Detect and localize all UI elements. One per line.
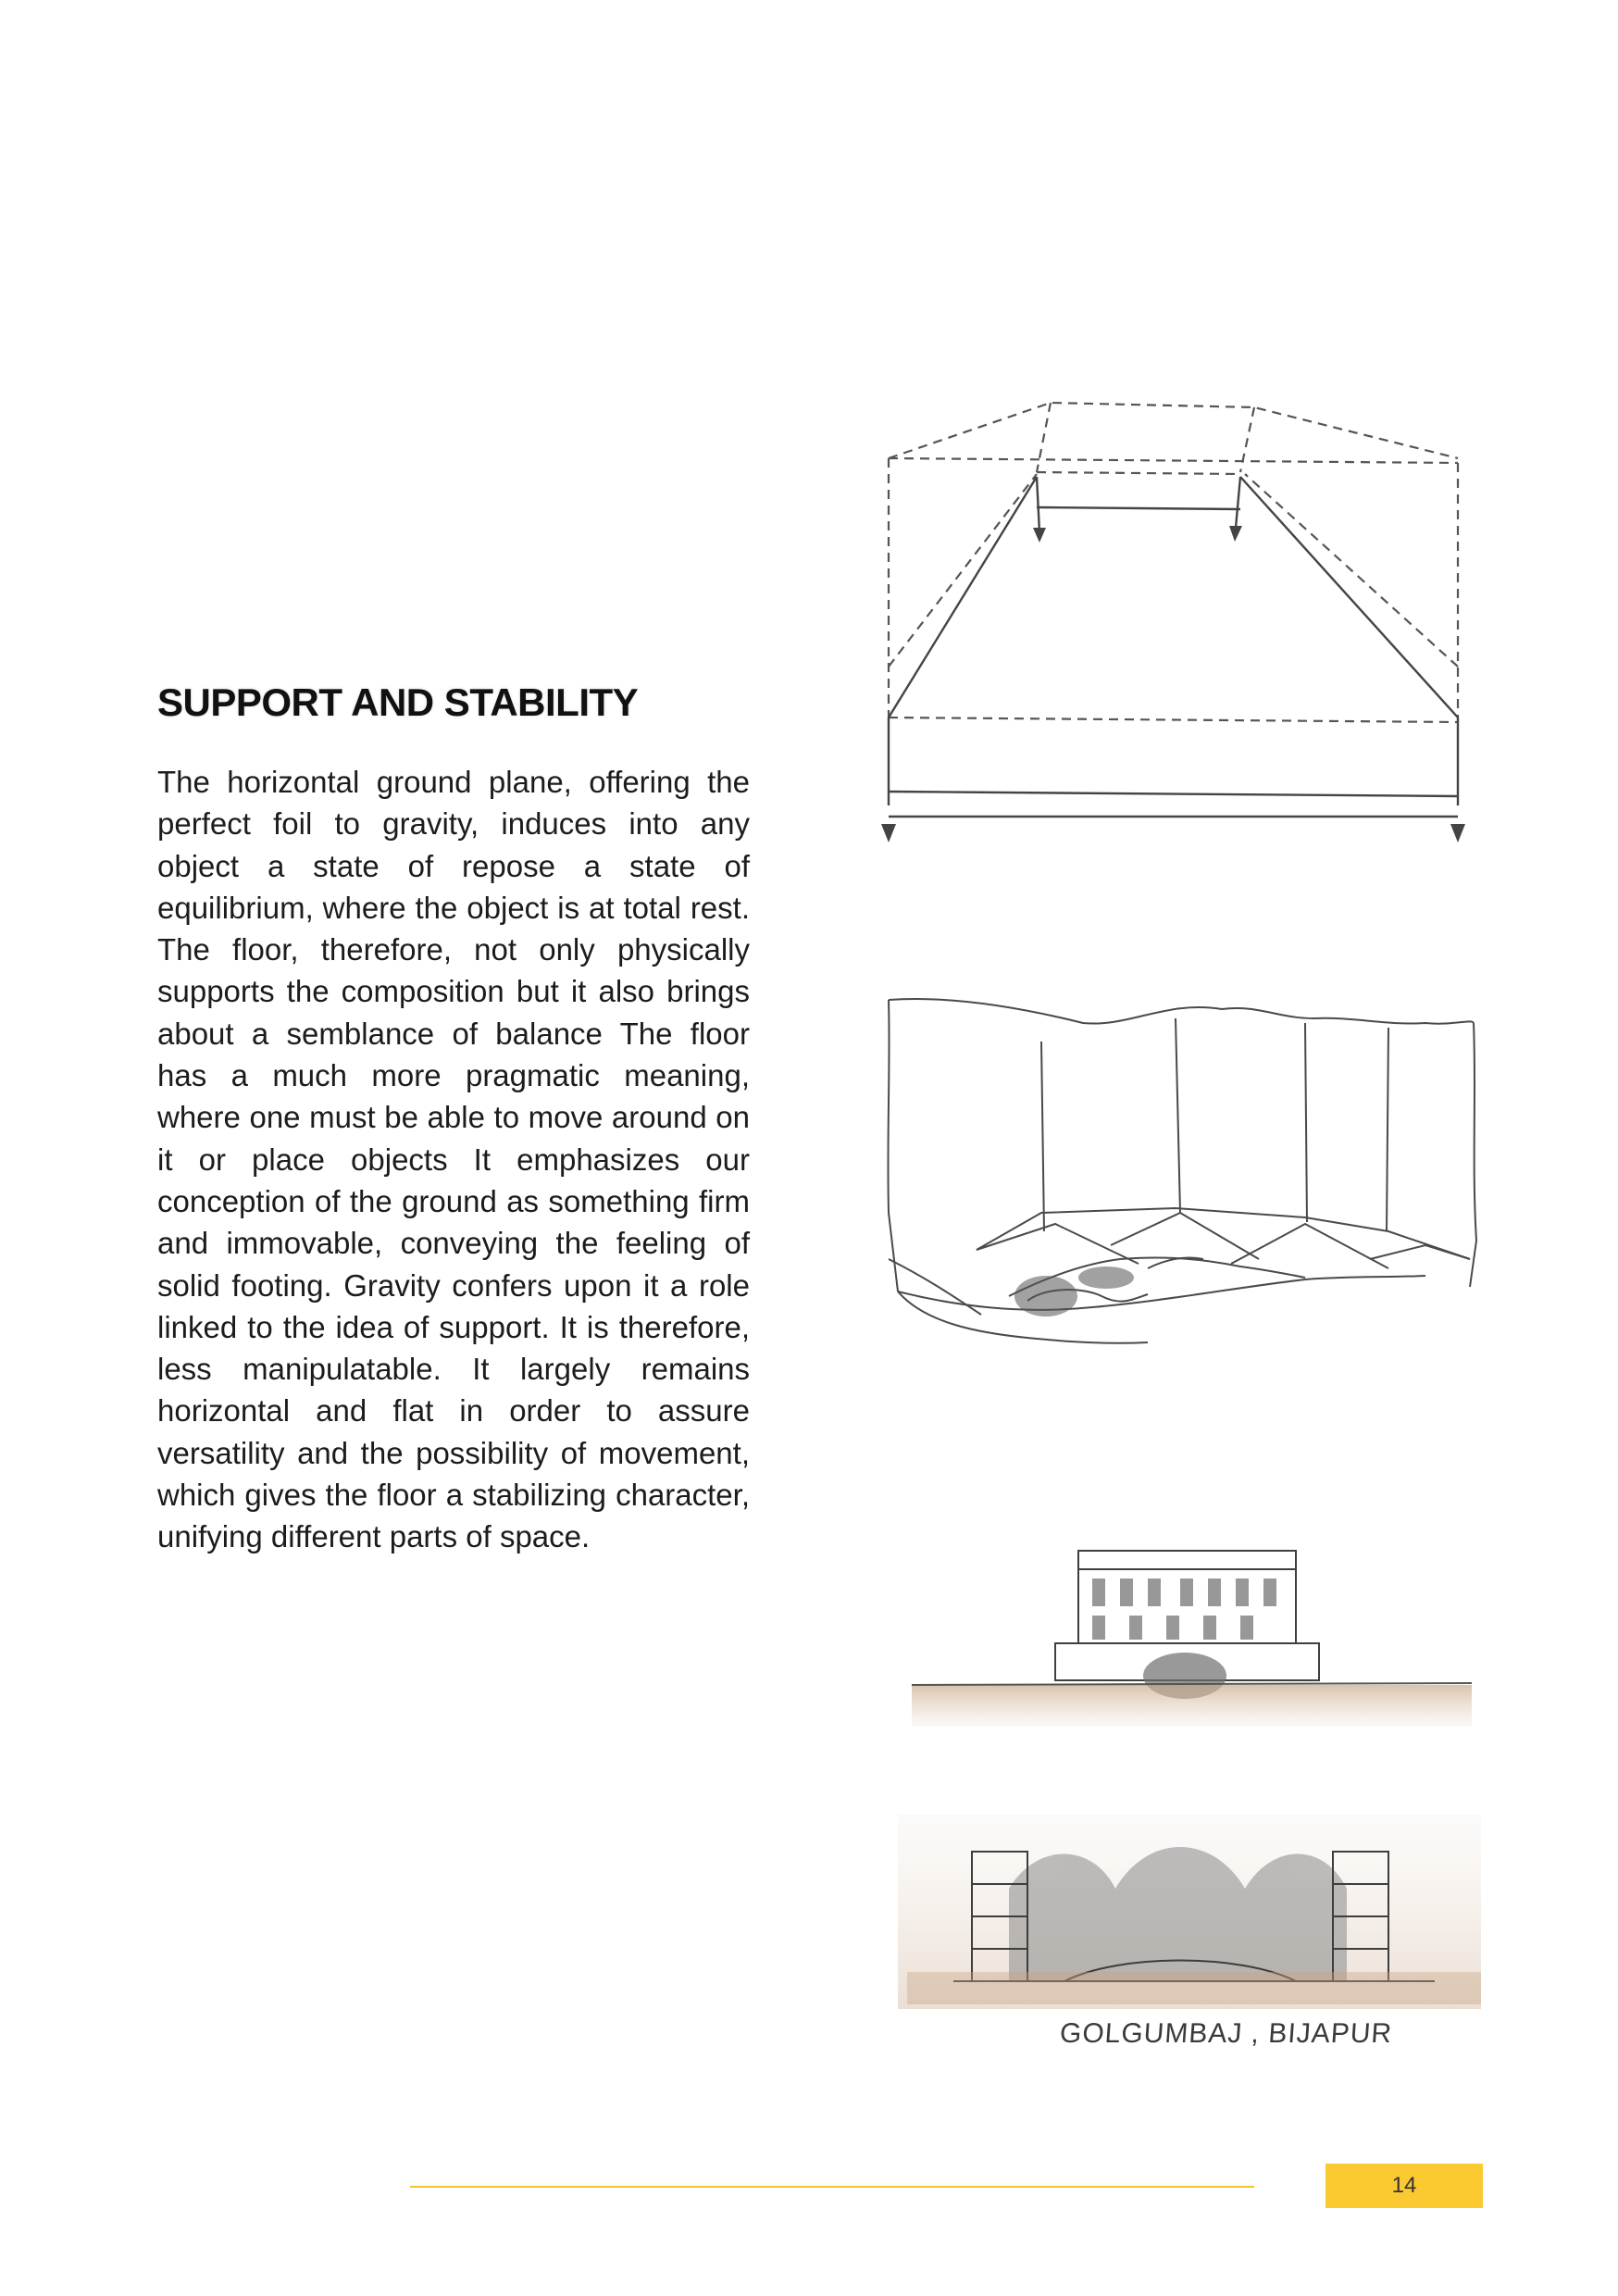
page-number: 14 — [1391, 2173, 1417, 2198]
reclining-figure-sketch — [870, 981, 1490, 1379]
section-heading: SUPPORT AND STABILITY — [157, 680, 639, 724]
golgumbaz-sketch — [879, 1537, 1500, 2074]
footer-divider — [410, 2186, 1254, 2188]
golgumbaz-caption: GOLGUMBAJ , BIJAPUR — [1058, 2018, 1394, 2049]
page-number-box — [1326, 2164, 1483, 2208]
section-paragraph: The horizontal ground plane, offering the perfect foil to gravity, induces into any object a state of repose a state of equilibrium, where the object is at total rest. The floor, therefore, not only physically supports the composition but it also brings about a semblance of balance The floor has a much more pragmatic meaning, where one must be able to move around on it or place objects It emphasizes our conception of the ground as something firm and immovable, conveying the feeling of solid footing. Gravity confers upon it a role linked to the idea of support. It is therefore, less manipulatable. It largely remains horizontal and flat in order to assure versatility and the possibility of movement, which gives the floor a stabilizing character, unifying different parts of space. — [157, 765, 750, 1554]
ground-plane-sketch — [875, 389, 1467, 852]
